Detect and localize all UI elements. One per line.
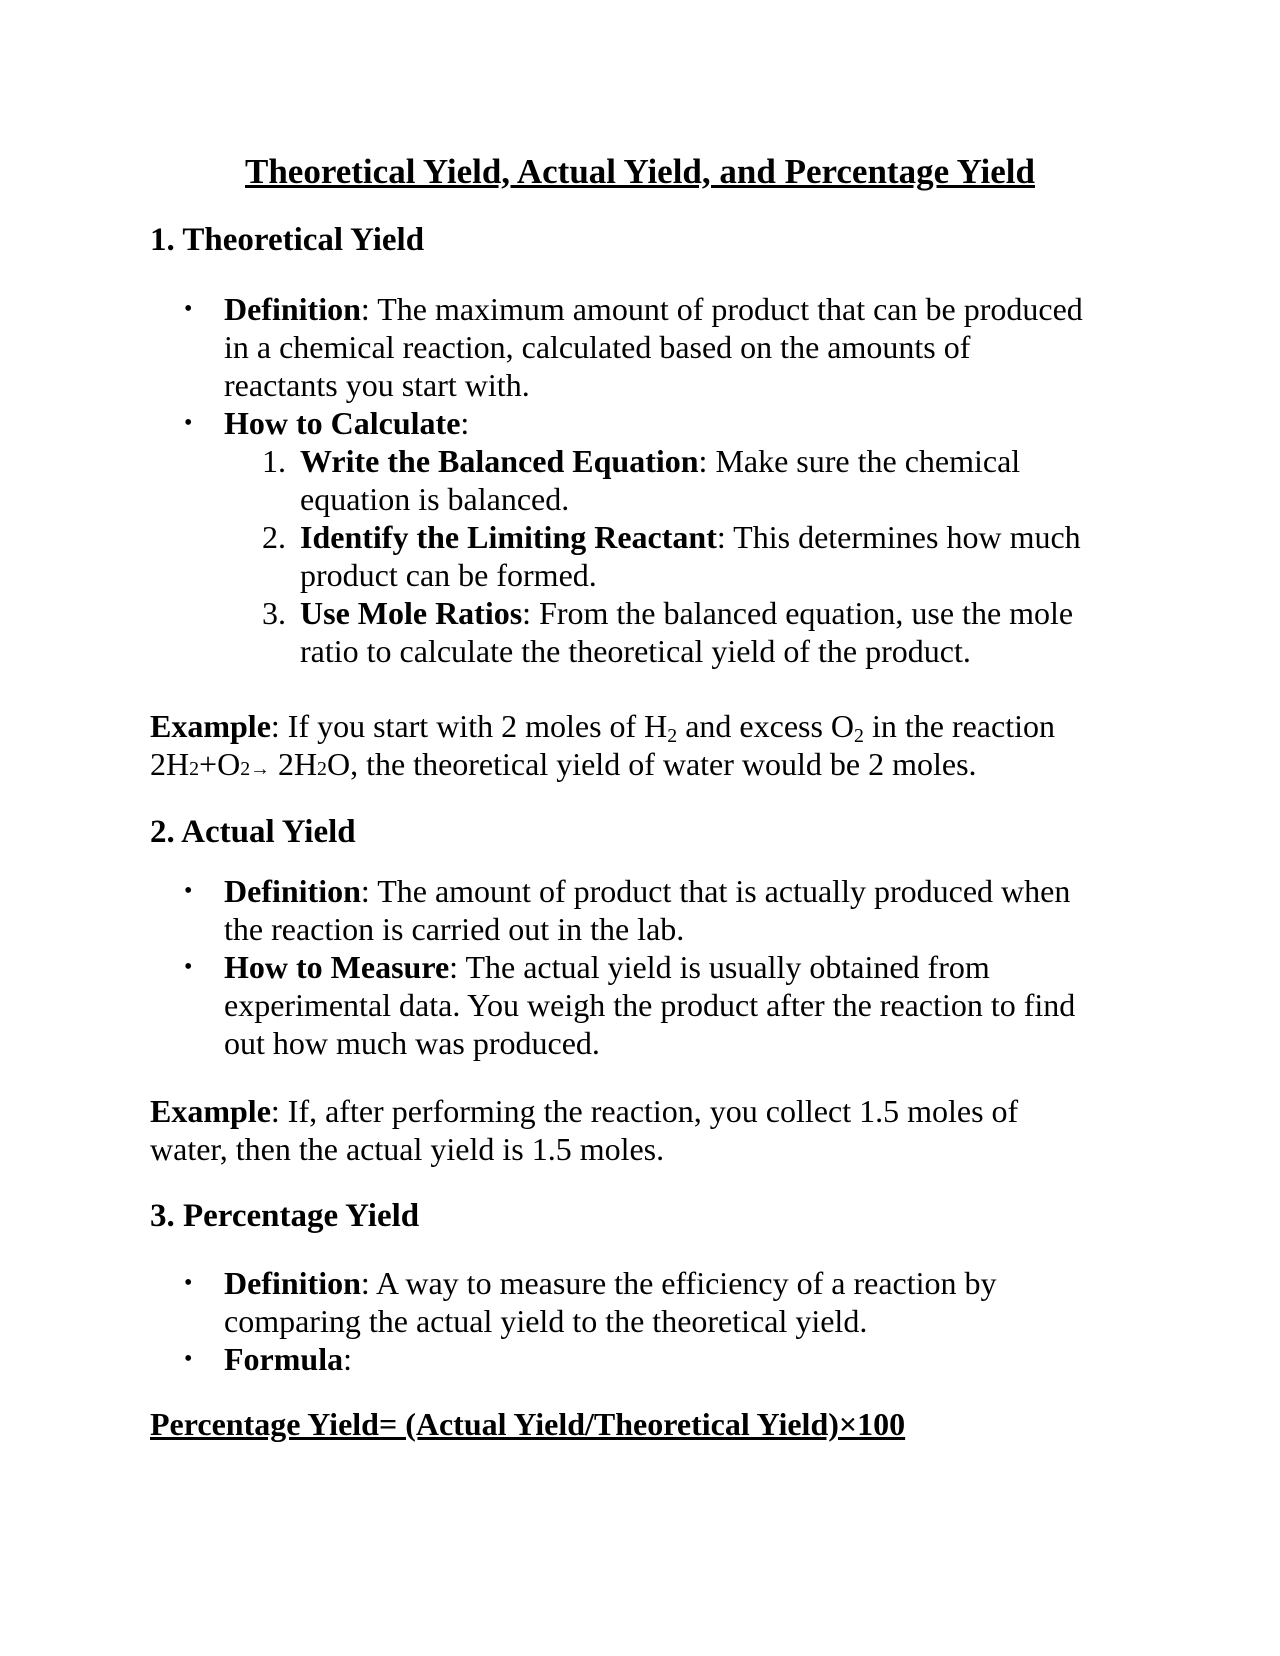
example-label: Example — [150, 1093, 271, 1129]
item-text: the reaction is carried out in the lab. — [224, 911, 685, 947]
step-label: Write the Balanced Equation — [300, 443, 699, 479]
step-label: Identify the Limiting Reactant — [300, 519, 717, 555]
item-text: The maximum amount of product that can be produced — [377, 291, 1083, 327]
step-text: equation is balanced. — [300, 481, 570, 517]
item-label: How to Measure — [224, 949, 450, 985]
example-paragraph: Example: If, after performing the reaction, you collect 1.5 moles of — [150, 1093, 1019, 1129]
list-item-formula: Formula: — [224, 1341, 352, 1377]
list-item-definition: Definition: A way to measure the efficiency of a reaction by — [224, 1265, 997, 1301]
step-mole-ratios: Use Mole Ratios: From the balanced equation, use the mole — [300, 595, 1074, 631]
bullet-icon: • — [184, 296, 193, 322]
step-label: Use Mole Ratios — [300, 595, 523, 631]
list-item-how-to-measure: How to Measure: The actual yield is usually obtained from — [224, 949, 990, 985]
item-label: Definition — [224, 873, 361, 909]
item-label: Definition — [224, 291, 361, 327]
bullet-icon: • — [184, 1346, 193, 1372]
item-text: comparing the actual yield to the theoretical yield. — [224, 1303, 868, 1339]
item-label: How to Calculate — [224, 405, 461, 441]
item-text: experimental data. You weigh the product after the reaction to find — [224, 987, 1076, 1023]
step-limiting-reactant: Identify the Limiting Reactant: This determines how much — [300, 519, 1081, 555]
example-label: Example — [150, 708, 271, 744]
bullet-icon: • — [184, 878, 193, 904]
step-number: 2. — [262, 519, 286, 555]
item-label: Formula — [224, 1341, 344, 1377]
document-title: Theoretical Yield, Actual Yield, and Percentage Yield — [245, 152, 1035, 191]
bullet-icon: • — [184, 954, 193, 980]
item-text: reactants you start with. — [224, 367, 530, 403]
step-number: 3. — [262, 595, 286, 631]
section-heading-actual-yield: 2. Actual Yield — [150, 814, 356, 850]
list-item-definition: Definition: The maximum amount of product that can be produced — [224, 291, 1083, 327]
bullet-icon: • — [184, 1270, 193, 1296]
section-heading-percentage-yield: 3. Percentage Yield — [150, 1198, 420, 1234]
item-text: out how much was produced. — [224, 1025, 600, 1061]
section-heading-theoretical-yield: 1. Theoretical Yield — [150, 222, 425, 258]
percentage-yield-formula: Percentage Yield= (Actual Yield/Theoretical Yield)×100 — [150, 1406, 906, 1442]
step-balanced-equation: Write the Balanced Equation: Make sure the chemical — [300, 443, 1021, 479]
step-text: product can be formed. — [300, 557, 597, 593]
item-text: in a chemical reaction, calculated based on the amounts of — [224, 329, 971, 365]
arrow-icon: → — [250, 758, 270, 780]
chemical-equation: 2H2+O2→ 2H2O, the theoretical yield of water would be 2 moles. — [150, 746, 977, 782]
example-text: water, then the actual yield is 1.5 moles. — [150, 1131, 665, 1167]
item-label: Definition — [224, 1265, 361, 1301]
step-text: ratio to calculate the theoretical yield of the product. — [300, 633, 971, 669]
example-paragraph: Example: If you start with 2 moles of $H_2$ and excess $O_2$ in the reaction — [150, 708, 1055, 747]
bullet-icon: • — [184, 410, 193, 436]
step-number: 1. — [262, 443, 286, 479]
list-item-definition: Definition: The amount of product that is actually produced when — [224, 873, 1071, 909]
list-item-how-to-calculate: How to Calculate: — [224, 405, 470, 441]
